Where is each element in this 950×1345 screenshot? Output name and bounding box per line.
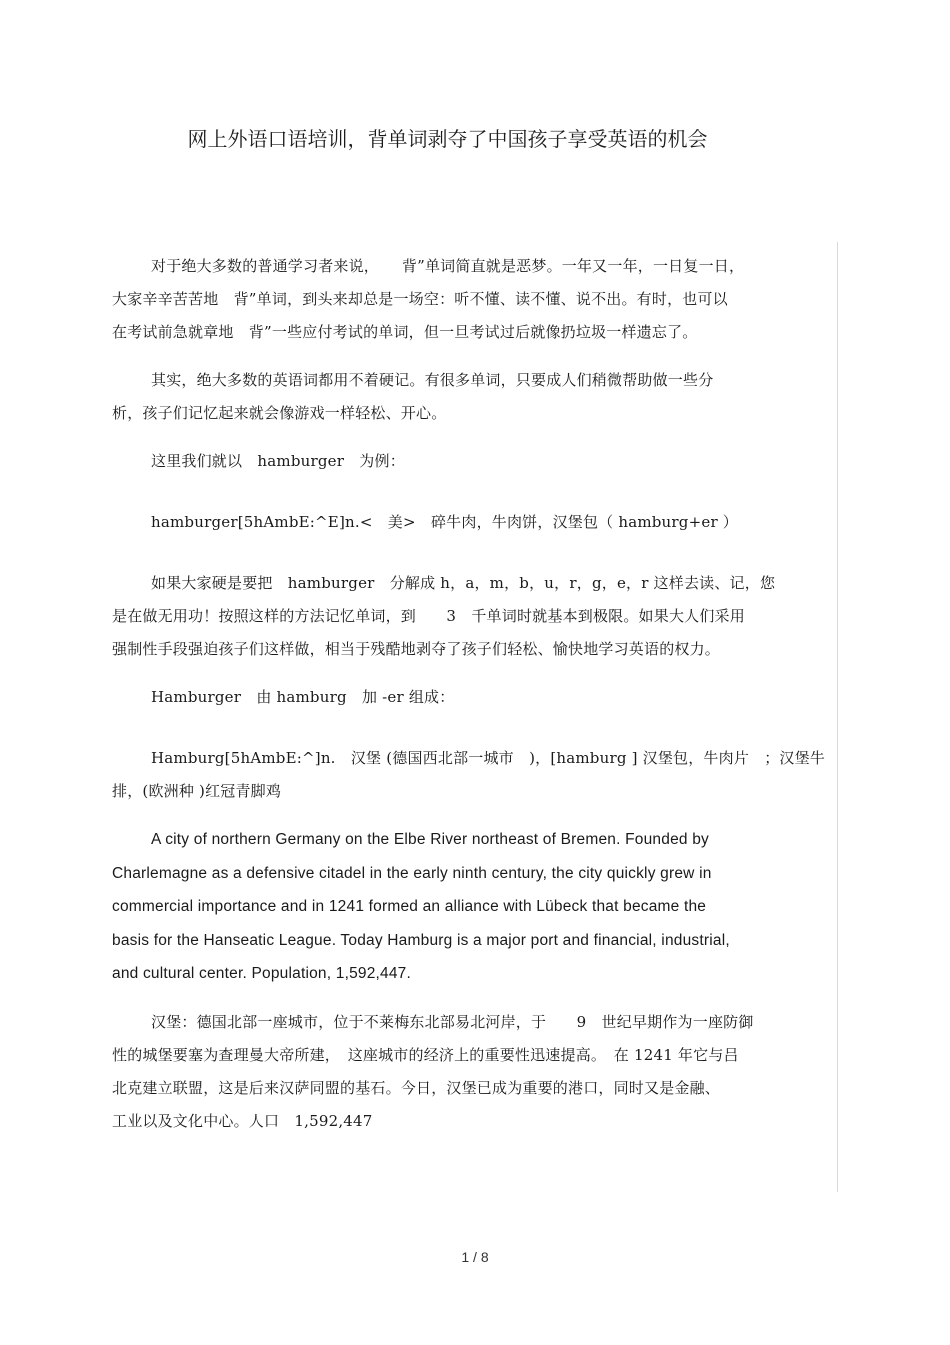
text-line: Hamburg[5hAmbE:^]n. 汉堡 (德国西北部一城市 )，[hamburg ] 汉堡包，牛肉片 ；汉堡牛 [151,749,826,767]
text-line: Charlemagne as a defensive citadel in the early ninth century, the city quickly grew in [112,864,712,882]
text-line: and cultural center. Population, 1,592,447. [112,965,412,982]
text-line: 是在做无用功！按照这样的方法记忆单词，到 3 千单词时就基本到极限。如果大人们采用 [112,607,745,625]
paragraph-english-description [112,823,836,991]
text-line: 大家辛辛苦苦地 背”单词，到头来却总是一场空：听不懂、读不懂、说不出。有时，也可以 [112,290,728,308]
paragraph-rote-warning [112,567,836,666]
page-indicator: 1 / 8 [461,1249,489,1265]
text-line: 如果大家硬是要把 hamburger 分解成 h，a，m，b，u，r，g，e，r 这样去读、记，您 [151,574,776,592]
text-line: 强制性手段强迫孩子们这样做，相当于残酷地剥夺了孩子们轻松、愉快地学习英语的权力。 [112,640,721,658]
page-title: 网上外语口语培训，背单词剥夺了中国孩子享受英语的机会 [187,127,708,151]
text-line: 性的城堡要塞为查理曼大帝所建， 这座城市的经济上的重要性迅速提高。 在 1241 年它与吕 [112,1045,739,1064]
text-line: 汉堡：德国北部一座城市，位于不莱梅东北部易北河岸，于 9 世纪早期作为一座防御 [151,1012,754,1031]
paragraph-example-intro [112,445,836,478]
paragraph-composition [112,681,836,714]
text-line: 其实，绝大多数的英语词都用不着硬记。有很多单词，只要成人们稍微帮助做一些分 [151,371,714,389]
paragraph-hamburger-definition [112,506,836,539]
text-line: basis for the Hanseatic League. Today Hamburg is a major port and financial, industrial, [112,931,730,949]
paragraph-chinese-translation [112,1006,836,1138]
document-body [112,250,836,1153]
text-line: Hamburger 由 hamburg 加 -er 组成： [151,688,455,706]
text-line: commercial importance and in 1241 formed an alliance with Lübeck that became the [112,898,707,915]
text-line: 这里我们就以 hamburger 为例： [151,452,405,470]
text-line: hamburger[5hAmbE:^E]n.< 美> 碎牛肉，牛肉饼，汉堡包（ hamburg+er ） [151,513,738,531]
text-line: 析，孩子们记忆起来就会像游戏一样轻松、开心。 [112,404,447,422]
paragraph-hamburg-definition [112,742,836,808]
text-line: 排，(欧洲种 )红冠青脚鸡 [112,782,282,800]
paragraph-analysis [112,364,836,430]
text-line: 对于绝大多数的普通学习者来说， 背”单词简直就是恶梦。一年又一年，一日复一日， [151,257,745,275]
text-line: A city of northern Germany on the Elbe River northeast of Bremen. Founded by [151,831,709,848]
text-line: 工业以及文化中心。人口 1,592,447 [112,1111,373,1130]
right-margin-rule [837,242,838,1192]
text-line: 在考试前急就章地 背”一些应付考试的单词，但一旦考试过后就像扔垃圾一样遗忘了。 [112,323,698,341]
text-line: 北克建立联盟，这是后来汉萨同盟的基石。今日，汉堡已成为重要的港口，同时又是金融、 [112,1078,721,1097]
paragraph-intro [112,250,836,349]
